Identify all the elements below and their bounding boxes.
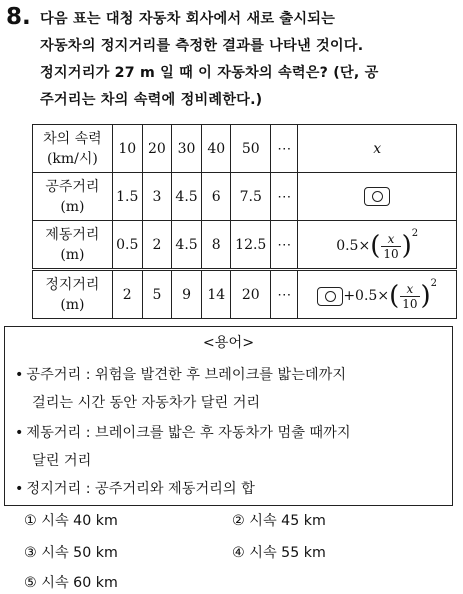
fraction-numerator: x xyxy=(381,232,400,247)
table-cell: 40 xyxy=(201,125,231,173)
table-cell: 12.5 xyxy=(231,221,271,270)
fraction xyxy=(381,232,400,261)
glossary-line: 걸리는 시간 동안 자동차가 달린 거리 xyxy=(32,395,261,411)
row-header xyxy=(33,125,113,173)
choice-mark: ② xyxy=(232,513,245,529)
formula-coef: 0.5× xyxy=(336,238,371,254)
choice-2[interactable] xyxy=(232,510,326,530)
table-row xyxy=(33,125,457,173)
question-line: 정지거리가 27 m 일 때 이 자동차의 속력은? (단, 공 xyxy=(40,65,379,81)
choice-5[interactable] xyxy=(24,572,118,592)
formula-cell: 0.5×( $\frac{x}{10}$ )$^2$ xyxy=(298,221,457,270)
table-cell: 5 xyxy=(142,270,172,319)
blank-box-icon xyxy=(364,187,390,206)
row-header xyxy=(33,270,113,319)
ellipsis-cell: ⋯ xyxy=(271,270,298,319)
choice-mark: ⑤ xyxy=(24,575,37,591)
table-row xyxy=(33,221,457,270)
table-cell-x: x xyxy=(298,125,457,173)
table-cell: 4.5 xyxy=(172,221,202,270)
row-header-label: 차의 속력 xyxy=(43,130,102,147)
choice-mark: ④ xyxy=(232,545,245,561)
table-row xyxy=(33,173,457,221)
table-cell: 14 xyxy=(201,270,231,319)
question-line: 주거리는 차의 속력에 정비례한다.) xyxy=(40,92,263,108)
blank-box-cell xyxy=(298,173,457,221)
table-cell: 2 xyxy=(112,270,142,319)
choice-text: 시속 55 km xyxy=(249,545,326,561)
row-header-unit: (m) xyxy=(60,198,85,215)
choice-1[interactable] xyxy=(24,510,118,530)
choice-text: 시속 50 km xyxy=(41,545,118,561)
ellipsis-cell: ⋯ xyxy=(271,221,298,270)
question-number: 8. xyxy=(6,4,31,30)
fraction-denominator: 10 xyxy=(402,296,418,311)
table-cell: 8 xyxy=(201,221,231,270)
choice-text: 시속 60 km xyxy=(41,575,118,591)
table-cell: 30 xyxy=(172,125,202,173)
glossary-line: 공주거리 : 위험을 발견한 후 브레이크를 밟는데까지 xyxy=(26,367,347,383)
table-cell: 7.5 xyxy=(231,173,271,221)
row-header-label: 제동거리 xyxy=(45,226,100,243)
table-cell: 20 xyxy=(142,125,172,173)
row-header-unit: (m) xyxy=(60,246,85,263)
bullet-icon: • xyxy=(15,367,24,383)
choice-4[interactable] xyxy=(232,542,326,562)
fraction-denominator: 10 xyxy=(383,246,399,261)
fraction xyxy=(400,282,419,311)
table-cell: 2 xyxy=(142,221,172,270)
row-header-unit: (km/시) xyxy=(46,150,98,167)
glossary-line: 제동거리 : 브레이크를 밟은 후 자동차가 멈출 때까지 xyxy=(26,425,351,441)
ellipsis-cell: ⋯ xyxy=(271,173,298,221)
row-header xyxy=(33,221,113,270)
glossary-line: 정지거리 : 공주거리와 제동거리의 합 xyxy=(26,481,255,497)
table-cell: 6 xyxy=(201,173,231,221)
distance-table xyxy=(32,124,457,319)
question-line: 자동차의 정지거리를 측정한 결과를 나타낸 것이다. xyxy=(40,38,364,54)
table-row xyxy=(33,270,457,319)
question-line: 다음 표는 대청 자동차 회사에서 새로 출시되는 xyxy=(40,11,336,27)
glossary-line: 달린 거리 xyxy=(32,453,92,469)
table-cell: 0.5 xyxy=(112,221,142,270)
bullet-icon: • xyxy=(15,425,24,441)
glossary-item xyxy=(15,475,445,503)
exponent: 2 xyxy=(430,278,438,289)
formula-cell: +0.5×( $\frac{x}{10}$ )$^2$ xyxy=(298,270,457,319)
glossary-item xyxy=(15,419,445,475)
question-text xyxy=(40,6,458,114)
choice-mark: ① xyxy=(24,513,37,529)
choice-text: 시속 45 km xyxy=(249,513,326,529)
blank-box-icon xyxy=(317,287,343,306)
row-header-unit: (m) xyxy=(60,296,85,313)
ellipsis-cell: ⋯ xyxy=(271,125,298,173)
table-cell: 50 xyxy=(231,125,271,173)
bullet-icon: • xyxy=(15,481,24,497)
table-cell: 10 xyxy=(112,125,142,173)
table-cell: 1.5 xyxy=(112,173,142,221)
choice-3[interactable] xyxy=(24,542,118,562)
table-cell: 3 xyxy=(142,173,172,221)
table-cell: 4.5 xyxy=(172,173,202,221)
fraction-numerator: x xyxy=(400,282,419,297)
exponent: 2 xyxy=(411,228,419,239)
row-header-label: 공주거리 xyxy=(45,178,100,195)
glossary-box xyxy=(4,326,453,506)
choice-mark: ③ xyxy=(24,545,37,561)
formula-coef: +0.5× xyxy=(343,288,390,304)
glossary-item xyxy=(15,361,445,417)
row-header-label: 정지거리 xyxy=(45,276,100,293)
row-header xyxy=(33,173,113,221)
glossary-title: <용어> xyxy=(202,335,255,351)
choice-text: 시속 40 km xyxy=(41,513,118,529)
table-cell: 9 xyxy=(172,270,202,319)
table-cell: 20 xyxy=(231,270,271,319)
